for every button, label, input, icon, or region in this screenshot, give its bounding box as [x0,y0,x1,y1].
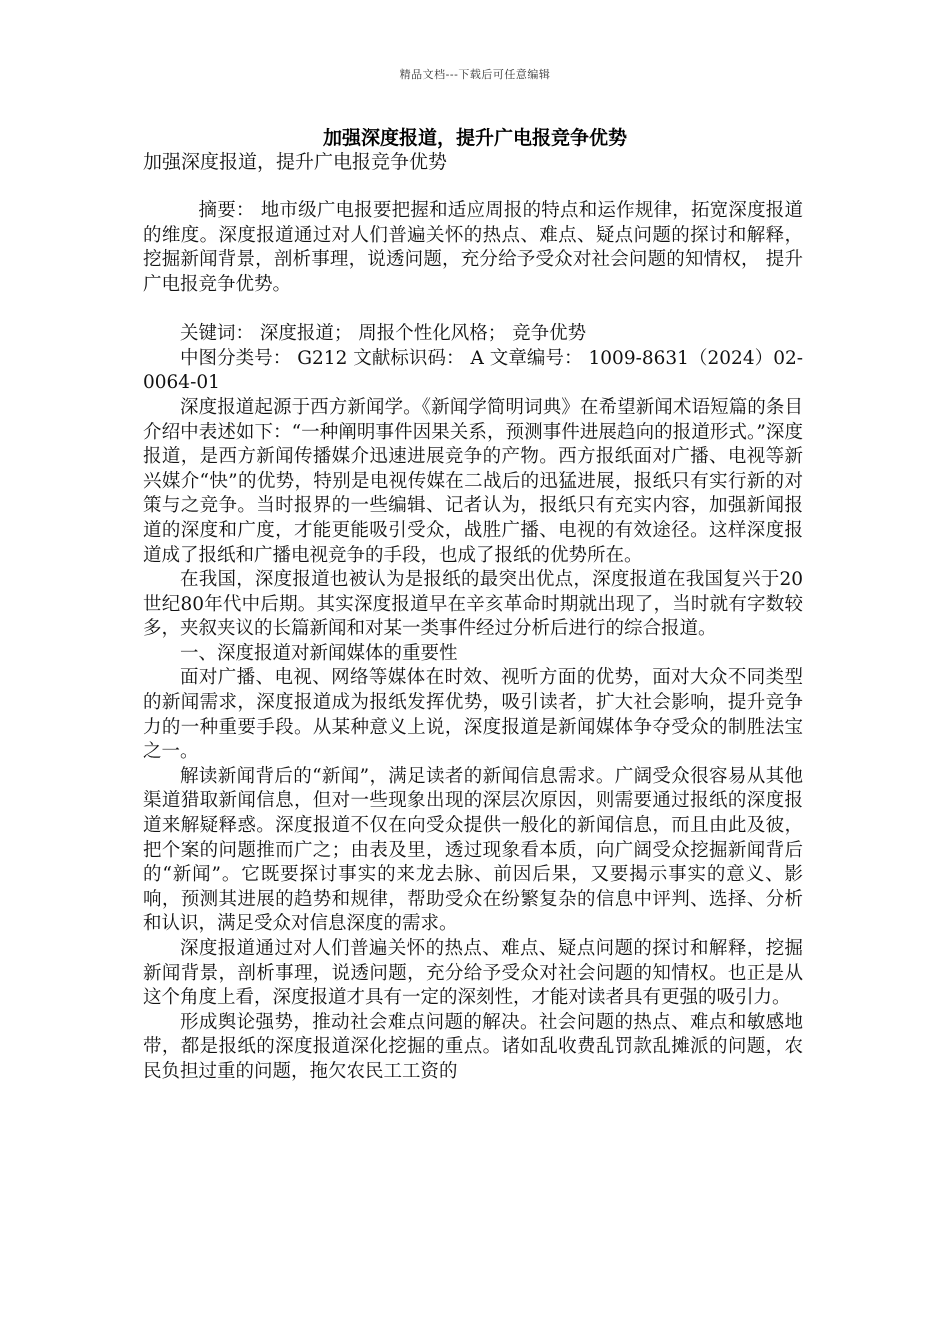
page-header-note: 精品文档---下载后可任意编辑 [399,68,551,81]
blank-line [143,298,803,323]
body-paragraph: 面对广播、电视、网络等媒体在时效、视听方面的优势，面对大众不同类型的新闻需求，深度报道成为报纸发挥优势，吸引读者，扩大社会影响，提升竞争力的一种重要手段。从某种意义上说，深度报道是新闻媒体争夺受众的制胜法宝之一。 [143,667,803,763]
keywords-line: 关键词： 深度报道； 周报个性化风格； 竞争优势 [180,323,587,345]
document-title: 加强深度报道，提升广电报竞争优势 [322,127,627,149]
abstract-paragraph: 摘要： 地市级广电报要把握和适应周报的特点和运作规律，拓宽深度报道的维度。深度报道通过对人们普遍关怀的热点、难点、疑点问题的探讨和解释，挖掘新闻背景，剖析事理，说透问题，充分给予受众对社会问题的知情权， 提升广电报竞争优势。 [143,200,803,295]
body-paragraph: 在我国，深度报道也被认为是报纸的最突出优点，深度报道在我国复兴于20世纪80年代中后期。其实深度报道早在辛亥革命时期就出现了，当时就有字数较多，夹叙夹议的长篇新闻和对某一类事件经过分析后进行的综合报道。 [143,569,803,640]
body-paragraph: 深度报道起源于西方新闻学。《新闻学简明词典》在希望新闻术语短篇的条目介绍中表述如下：“一种阐明事件因果关系，预测事件进展趋向的报道形式。”深度报道，是西方新闻传播媒介迅速进展竞争的产物。西方报纸面对广播、电视等新兴媒介“快”的优势，特别是电视传媒在二战后的迅猛进展，报纸只有实行新的对策与之竞争。当时报界的一些编辑、记者认为，报纸只有充实内容，加强新闻报道的深度和广度，才能更能吸引受众，战胜广播、电视的有效途径。这样深度报道成了报纸和广播电视竞争的手段，也成了报纸的优势所在。 [143,396,803,566]
section-heading: 一、深度报道对新闻媒体的重要性 [180,642,458,664]
blank-line [143,175,803,200]
body-paragraph: 形成舆论强势，推动社会难点问题的解决。社会问题的热点、难点和敏感地带，都是报纸的深度报道深化挖掘的重点。诸如乱收费乱罚款乱摊派的问题，农民负担过重的问题，拖欠农民工工资的 [143,1011,803,1082]
body-paragraph: 深度报道通过对人们普遍关怀的热点、难点、疑点问题的探讨和解释，挖掘新闻背景，剖析事理，说透问题，充分给予受众对社会问题的知情权。也正是从这个角度上看，深度报道才具有一定的深刻性，才能对读者具有更强的吸引力。 [143,938,803,1009]
classification-line: 中图分类号： G212 文献标识码： A 文章编号： 1009-8631（2024）02-0064-01 [143,347,803,394]
body-paragraph: 解读新闻背后的“新闻”，满足读者的新闻信息需求。广阔受众很容易从其他渠道猎取新闻信息，但对一些现象出现的深层次原因，则需要通过报纸的深度报道来解疑释惑。深度报道不仅在向受众提供一般化的新闻信息，而且由此及彼，把个案的问题推而广之；由表及里，透过现象看本质，向广阔受众挖掘新闻背后的“新闻”。它既要探讨事实的来龙去脉、前因后果，又要揭示事实的意义、影响，预测其进展的趋势和规律，帮助受众在纷繁复杂的信息中评判、选择、分析和认识，满足受众对信息深度的需求。 [143,765,803,935]
document-subtitle: 加强深度报道，提升广电报竞争优势 [143,151,448,173]
document-body [143,150,803,1085]
